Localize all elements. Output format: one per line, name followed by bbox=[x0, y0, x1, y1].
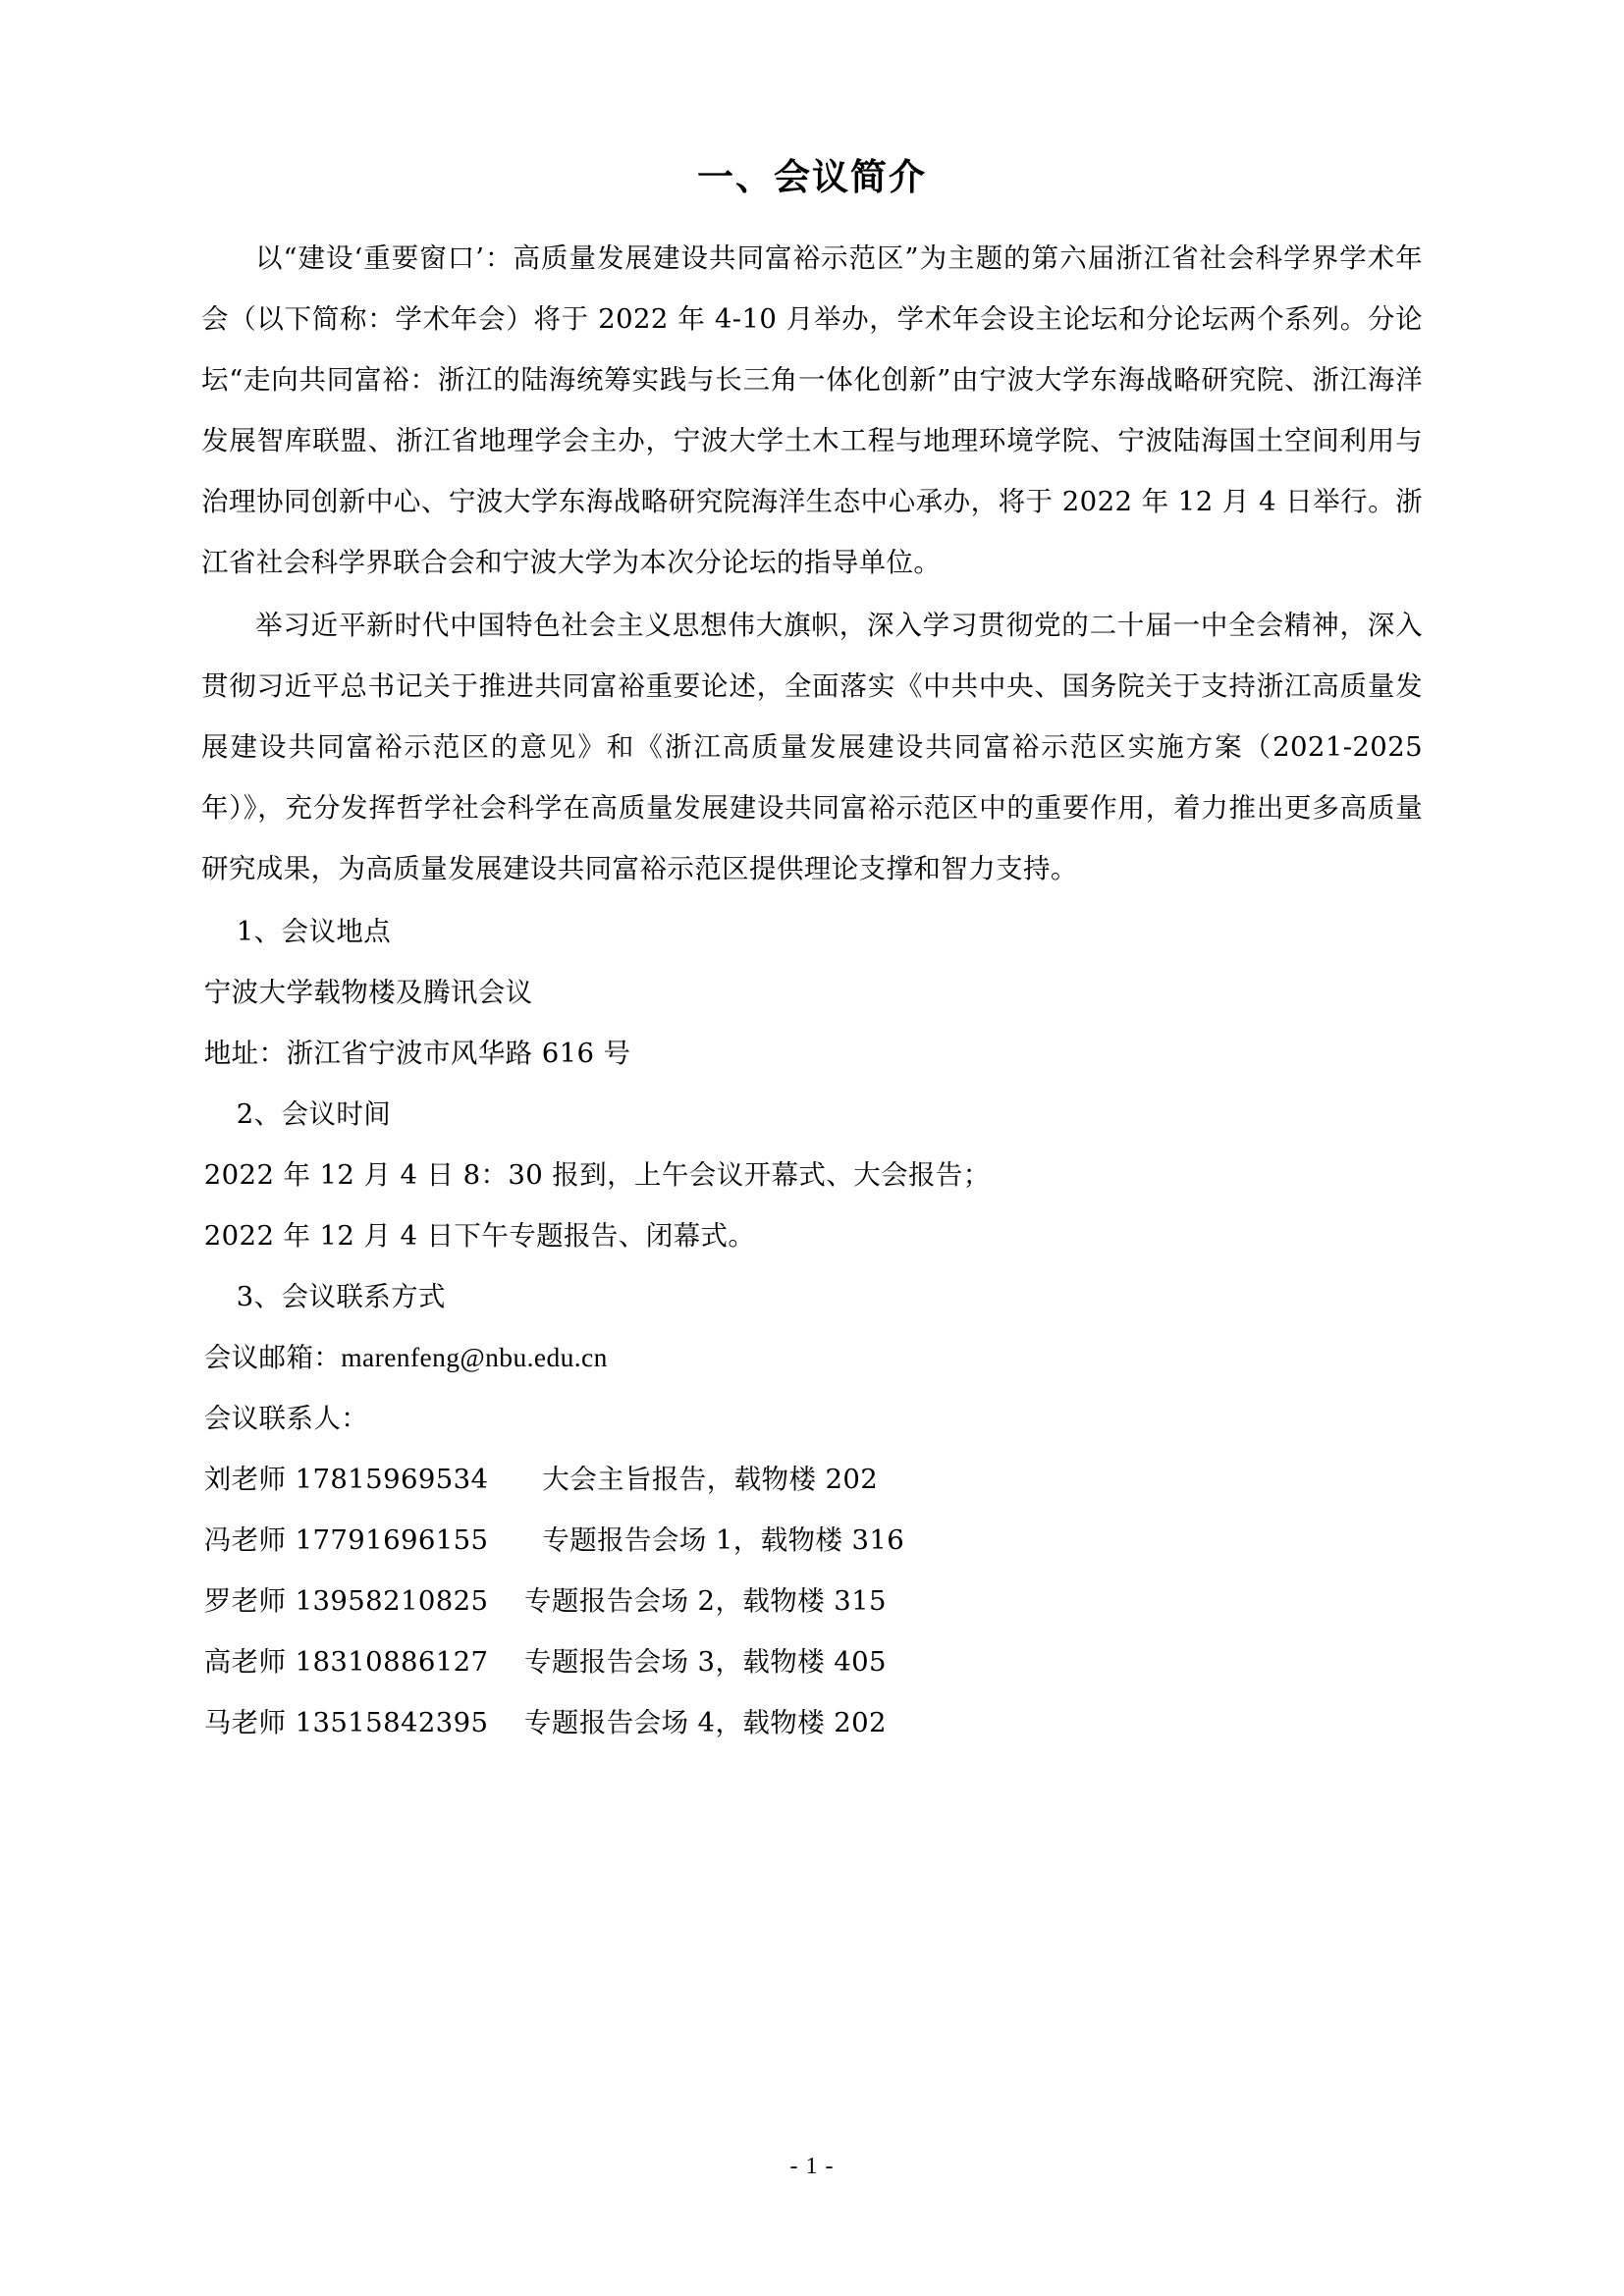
venue-name: 宁波大学载物楼及腾讯会议 bbox=[203, 977, 533, 1008]
list-item: 冯老师 17791696155 专题报告会场 1，载物楼 316 bbox=[203, 1524, 905, 1556]
page-number: - 1 - bbox=[789, 2154, 835, 2179]
list-item: 马老师 13515842395 专题报告会场 4，载物楼 202 bbox=[203, 1707, 887, 1738]
section-heading-contact: 3、会议联系方式 bbox=[236, 1281, 446, 1312]
schedule-morning: 2022 年 12 月 4 日 8：30 报到，上午会议开幕式、大会报告； bbox=[203, 1159, 991, 1191]
section-heading-venue: 1、会议地点 bbox=[236, 916, 392, 947]
section-heading-time: 2、会议时间 bbox=[236, 1098, 392, 1130]
list-item: 罗老师 13958210825 专题报告会场 2，载物楼 315 bbox=[203, 1585, 887, 1617]
intro-paragraph-1: 以“建设‘重要窗口’：高质量发展建设共同富裕示范区”为主题的第六届浙江省社会科学界学术年会（以下简称：学术年会）将于 2022 年 4-10 月举办，学术年会设主论坛和分论坛两个系列。分论坛“走向共同富裕：浙江的陆海统筹实践与长三角一体化创新”由宁波大学东海战略研究院、浙江海洋发展智库联盟、浙江省地理学会主办，宁波大学土木工程与地理环境学院、宁波陆海国土空间利用与治理协同创新中心、宁波大学东海战略研究院海洋生态中心承办，将于 2022 年 12 月 4 日举行。浙江省社会科学界联合会和宁波大学为本次分论坛的指导单位。 bbox=[201, 242, 1423, 578]
venue-address: 地址：浙江省宁波市风华路 616 号 bbox=[203, 1038, 631, 1069]
page-title: 一、会议简介 bbox=[697, 155, 927, 198]
contact-email: 会议邮箱：marenfeng@nbu.edu.cn bbox=[203, 1342, 608, 1372]
intro-paragraph-2: 举习近平新时代中国特色社会主义思想伟大旗帜，深入学习贯彻党的二十届一中全会精神，深入贯彻习近平总书记关于推进共同富裕重要论述，全面落实《中共中央、国务院关于支持浙江高质量发展建设共同富裕示范区的意见》和《浙江高质量发展建设共同富裕示范区实施方案（2021-2025 年）》，充分发挥哲学社会科学在高质量发展建设共同富裕示范区中的重要作用，着力推出更多高质量研究成果，为高质量发展建设共同富裕示范区提供理论支撑和智力支持。 bbox=[201, 610, 1423, 884]
list-item: 刘老师 17815969534 大会主旨报告，载物楼 202 bbox=[203, 1464, 879, 1495]
list-item: 高老师 18310886127 专题报告会场 3，载物楼 405 bbox=[203, 1646, 887, 1678]
contact-persons-label: 会议联系人： bbox=[203, 1403, 369, 1434]
schedule-afternoon: 2022 年 12 月 4 日下午专题报告、闭幕式。 bbox=[203, 1220, 756, 1252]
